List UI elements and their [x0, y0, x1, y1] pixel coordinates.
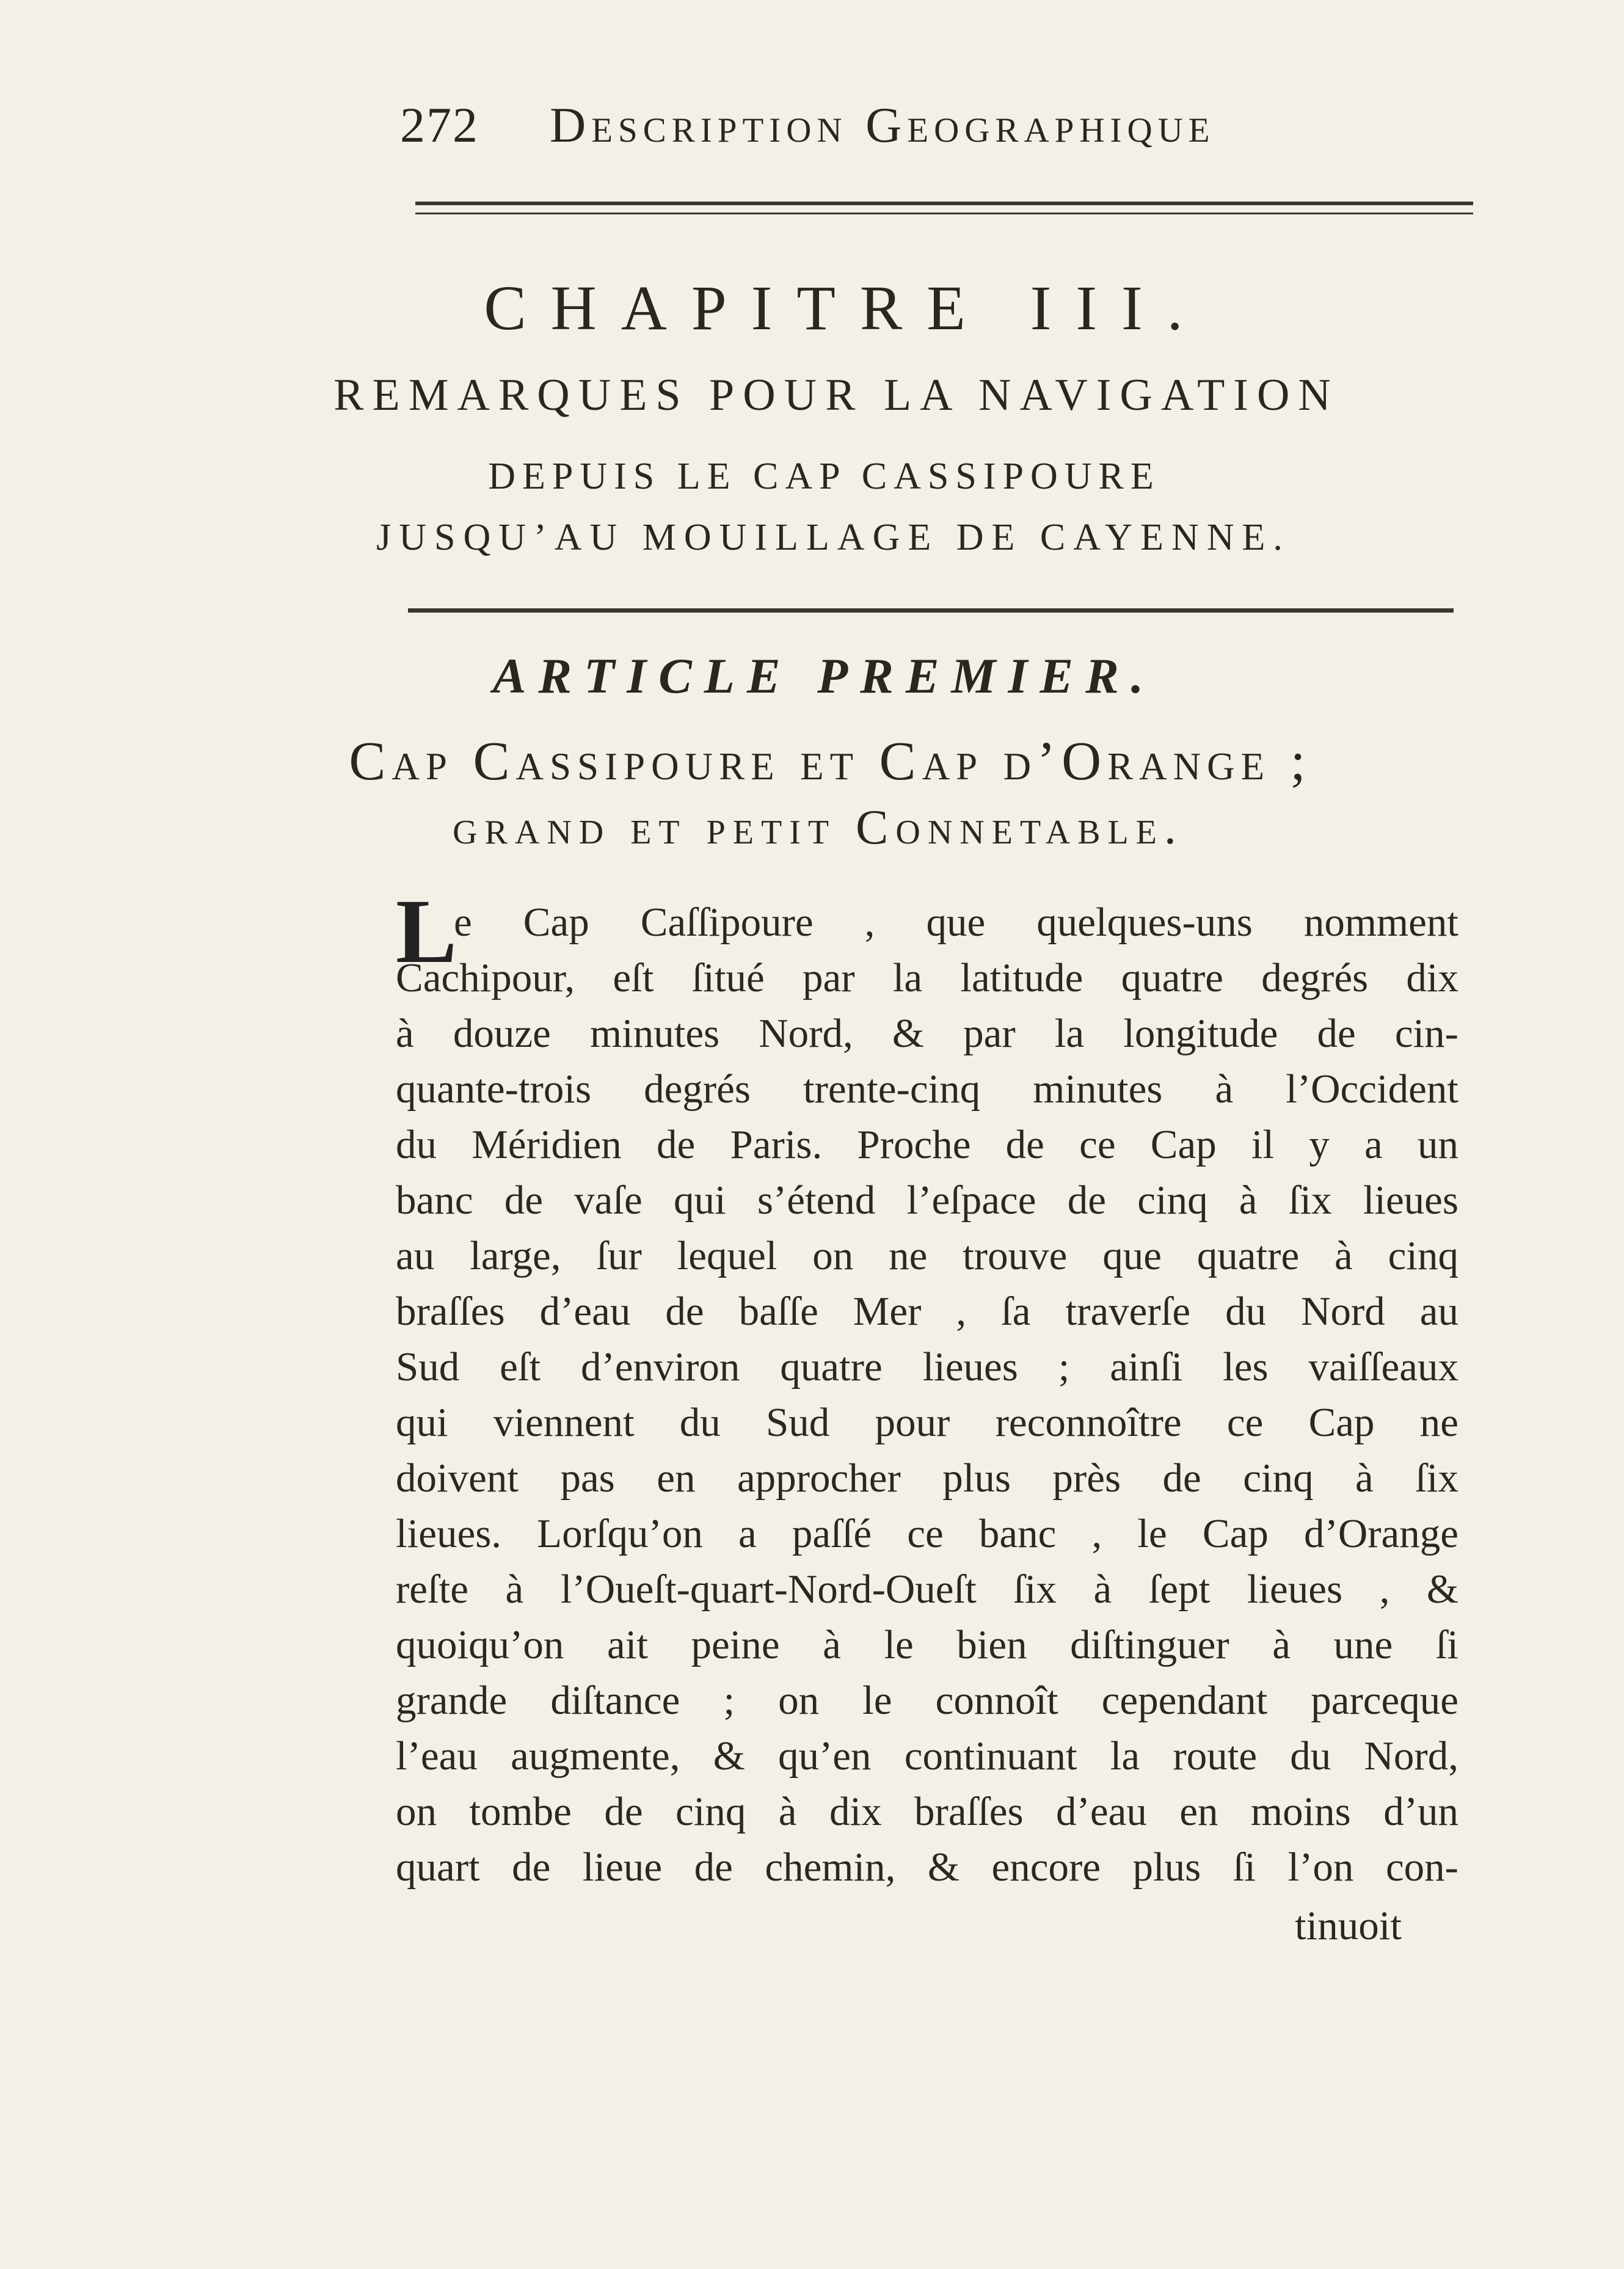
- section-rule: [408, 608, 1454, 613]
- body-line: banc de vaſe qui s’étend l’eſpace de cinq à ſix lieues: [396, 1178, 1458, 1223]
- chapter-title: CHAPITRE III.: [484, 273, 1207, 343]
- chapter-subtitle-line-1: REMARQUES POUR LA NAVIGATION: [333, 370, 1339, 420]
- body-line: reſte à l’Oueſt-quart-Nord-Oueſt ſix à ſept lieues , &: [396, 1567, 1458, 1612]
- catchword: tinuoit: [1295, 1903, 1402, 1948]
- body-line: e Cap Caſſipoure , que quelques-uns nomment: [454, 900, 1458, 945]
- body-line: braſſes d’eau de baſſe Mer , ſa traverſe du Nord au: [396, 1289, 1458, 1334]
- article-title-line-2: grand et petit Connetable.: [453, 801, 1184, 854]
- chapter-subtitle-line-2: DEPUIS LE CAP CASSIPOURE: [488, 456, 1160, 497]
- body-line: au large, ſur lequel on ne trouve que quatre à cinq: [396, 1233, 1458, 1278]
- body-line: du Méridien de Paris. Proche de ce Cap il y a un: [396, 1122, 1458, 1167]
- body-line: grande diſtance ; on le connoît cependant parceque: [396, 1678, 1458, 1723]
- header-double-rule: [415, 202, 1473, 214]
- body-line: on tombe de cinq à dix braſſes d’eau en moins d’un: [396, 1789, 1458, 1834]
- body-line: à douze minutes Nord, & par la longitude de cin-: [396, 1011, 1458, 1056]
- body-line: lieues. Lorſqu’on a paſſé ce banc , le Cap d’Orange: [396, 1511, 1458, 1556]
- body-line: l’eau augmente, & qu’en continuant la route du Nord,: [396, 1733, 1458, 1779]
- body-line: doivent pas en approcher plus près de cinq à ſix: [396, 1455, 1458, 1501]
- body-line: qui viennent du Sud pour reconnoître ce Cap ne: [396, 1400, 1458, 1445]
- body-line: Sud eſt d’environ quatre lieues ; ainſi les vaiſſeaux: [396, 1344, 1458, 1389]
- body-line: quante-trois degrés trente-cinq minutes à l’Occident: [396, 1066, 1458, 1112]
- chapter-subtitle-line-3: JUSQU’AU MOUILLAGE DE CAYENNE.: [376, 517, 1291, 558]
- body-paragraph: [396, 895, 1458, 1895]
- article-heading: ARTICLE PREMIER.: [492, 648, 1156, 704]
- article-title-line-1: Cap Cassipoure et Cap d’Orange ;: [349, 731, 1312, 792]
- body-line: Cachipour, eſt ſitué par la latitude quatre degrés dix: [396, 955, 1458, 1000]
- body-line: quart de lieue de chemin, & encore plus ſi l’on con-: [396, 1845, 1458, 1890]
- running-head: Description Geographique: [550, 97, 1215, 153]
- drop-cap: L: [396, 881, 457, 982]
- page-number: 272: [400, 97, 479, 153]
- body-line: quoiqu’on ait peine à le bien diſtinguer à une ſi: [396, 1622, 1458, 1667]
- page-header: [400, 86, 1475, 159]
